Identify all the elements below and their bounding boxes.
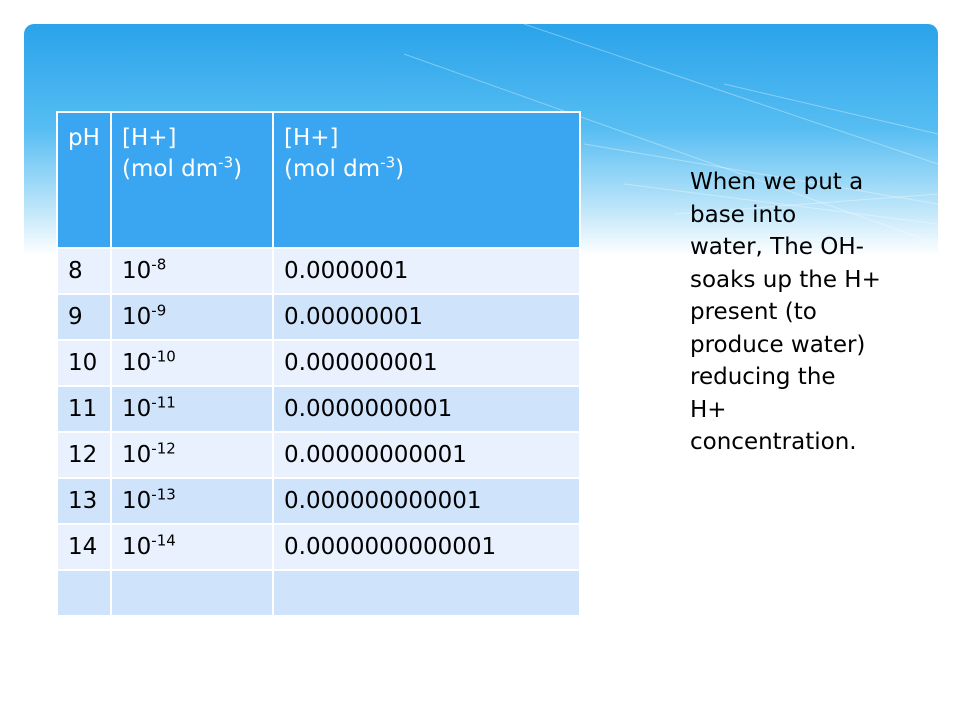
table-row <box>57 248 580 294</box>
ph-cell: 13 <box>57 478 111 524</box>
exponent-power: -14 <box>151 531 176 550</box>
exponent-cell <box>111 340 273 386</box>
exponent-base: 10 <box>122 350 152 376</box>
exponent-cell <box>111 570 273 616</box>
exponent-base: 10 <box>122 534 152 560</box>
exponent-power: -10 <box>151 347 176 366</box>
ph-cell <box>57 570 111 616</box>
ph-cell: 10 <box>57 340 111 386</box>
exponent-base: 10 <box>122 488 152 514</box>
decimal-cell: 0.000000000001 <box>273 478 580 524</box>
header-unit: (mol dm <box>122 156 219 182</box>
header-unit-exponent: -3 <box>380 153 396 172</box>
header-label: [H+] <box>122 125 177 151</box>
ph-cell: 11 <box>57 386 111 432</box>
table-row <box>57 432 580 478</box>
header-unit-close: ) <box>395 156 405 182</box>
exponent-cell <box>111 248 273 294</box>
header-unit: (mol dm <box>284 156 381 182</box>
header-label: [H+] <box>284 125 339 151</box>
ph-concentration-table <box>56 111 581 617</box>
table-header-row <box>57 112 580 248</box>
table-row <box>57 386 580 432</box>
table-row <box>57 524 580 570</box>
ph-cell: 8 <box>57 248 111 294</box>
exponent-power: -9 <box>151 301 167 320</box>
ph-cell: 9 <box>57 294 111 340</box>
header-ph-label: pH <box>68 125 100 151</box>
exponent-power: -8 <box>151 255 167 274</box>
table-row <box>57 340 580 386</box>
header-ph <box>57 112 111 248</box>
exponent-base: 10 <box>122 258 152 284</box>
decimal-cell <box>273 570 580 616</box>
header-unit-exponent: -3 <box>218 153 234 172</box>
exponent-cell <box>111 386 273 432</box>
header-h-concentration-exponent <box>111 112 273 248</box>
ph-cell: 14 <box>57 524 111 570</box>
decimal-cell: 0.0000000001 <box>273 386 580 432</box>
explanation-text: When we put a base into water, The OH- soaks up the H+ present (to produce water) reducing the H+ concentration. <box>690 169 881 455</box>
decimal-cell: 0.000000001 <box>273 340 580 386</box>
exponent-power: -12 <box>151 439 176 458</box>
exponent-power: -11 <box>151 393 176 412</box>
header-h-concentration-decimal <box>273 112 580 248</box>
exponent-base: 10 <box>122 304 152 330</box>
decimal-cell: 0.0000000000001 <box>273 524 580 570</box>
table-row-empty <box>57 570 580 616</box>
exponent-cell <box>111 524 273 570</box>
decimal-cell: 0.00000001 <box>273 294 580 340</box>
decimal-cell: 0.00000000001 <box>273 432 580 478</box>
exponent-base: 10 <box>122 396 152 422</box>
ph-cell: 12 <box>57 432 111 478</box>
exponent-cell <box>111 478 273 524</box>
table-row <box>57 294 580 340</box>
header-unit-close: ) <box>233 156 243 182</box>
exponent-cell <box>111 432 273 478</box>
exponent-cell <box>111 294 273 340</box>
table-row <box>57 478 580 524</box>
exponent-power: -13 <box>151 485 176 504</box>
decimal-cell: 0.0000001 <box>273 248 580 294</box>
exponent-base: 10 <box>122 442 152 468</box>
